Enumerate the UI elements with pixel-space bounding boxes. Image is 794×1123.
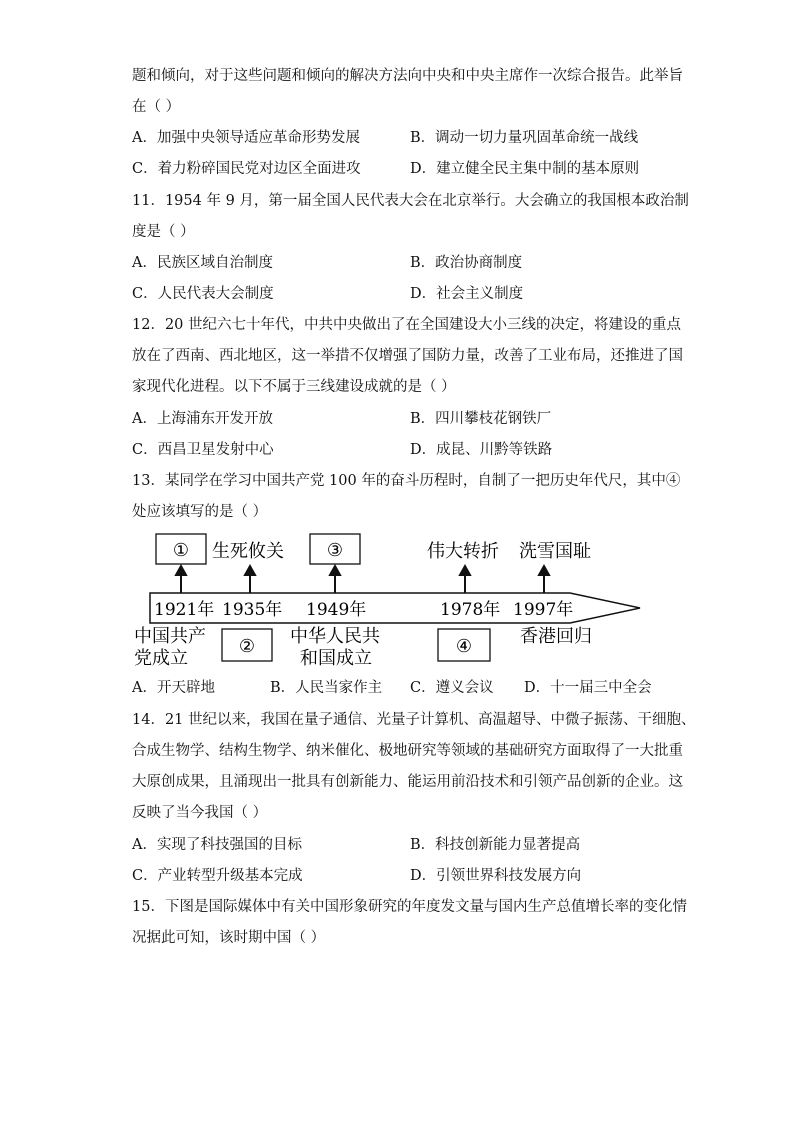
arrow-head-1949	[330, 566, 340, 575]
history-timeline	[132, 530, 652, 670]
q12-option-a[interactable]: A．上海浦东开发开放	[132, 411, 273, 427]
timeline-year-1978: 1978年	[440, 600, 501, 620]
q11-option-c[interactable]: C．人民代表大会制度	[132, 286, 274, 302]
label-great-turning: 伟大转折	[427, 541, 499, 562]
label-wash-shame: 洗雪国耻	[519, 541, 591, 562]
label-prc-founded-2: 和国成立	[300, 648, 372, 669]
label-cpc-founded-1: 中国共产	[134, 626, 206, 647]
q11-option-d[interactable]: D．社会主义制度	[410, 286, 524, 302]
q11-option-a[interactable]: A．民族区域自治制度	[132, 255, 273, 271]
q15-stem-line2: 况据此可知，该时期中国（ ）	[132, 930, 326, 946]
label-life-death: 生死攸关	[212, 541, 284, 562]
arrow-head-1978	[460, 566, 470, 575]
q12-option-c[interactable]: C．西昌卫星发射中心	[132, 442, 274, 458]
q13-stem-line1: 13．某同学在学习中国共产党 100 年的奋斗历程时，自制了一把历史年代尺，其中④	[132, 473, 681, 489]
q10-option-c[interactable]: C．着力粉碎国民党对边区全面进攻	[132, 161, 361, 177]
q11-stem-line1: 11．1954 年 9 月，第一届全国人民代表大会在北京举行。大会确立的我国根本政治制	[132, 193, 689, 209]
timeline-year-1949: 1949年	[306, 600, 367, 620]
arrow-head-1935	[245, 566, 255, 575]
arrow-head-1997	[539, 566, 549, 575]
q14-stem-line1: 14．21 世纪以来，我国在量子通信、光量子计算机、高温超导、中微子振荡、干细胞、	[132, 712, 696, 728]
q14-option-a[interactable]: A．实现了科技强国的目标	[132, 837, 302, 853]
q14-option-b[interactable]: B．科技创新能力显著提高	[410, 837, 581, 853]
q11-option-b[interactable]: B．政治协商制度	[410, 255, 523, 271]
q12-option-b[interactable]: B．四川攀枝花钢铁厂	[410, 411, 552, 427]
label-circle-3: ③	[326, 540, 344, 561]
arrow-head-1921	[176, 566, 186, 575]
label-prc-founded-1: 中华人民共	[290, 626, 380, 647]
q13-option-c[interactable]: C．遵义会议	[410, 680, 494, 696]
label-circle-1: ①	[172, 540, 190, 561]
q14-option-d[interactable]: D．引领世界科技发展方向	[410, 868, 582, 884]
q11-stem-line2: 度是（ ）	[132, 224, 195, 240]
q14-stem-line4: 反映了当今我国（ ）	[132, 805, 268, 821]
q15-stem-line1: 15．下图是国际媒体中有关中国形象研究的年度发文量与国内生产总值增长率的变化情	[132, 899, 687, 915]
label-circle-4: ④	[455, 636, 473, 657]
q13-stem-line2: 处应该填写的是（ ）	[132, 504, 268, 520]
label-cpc-founded-2: 党成立	[134, 648, 188, 669]
q14-stem-line3: 大原创成果，且涌现出一批具有创新能力、能运用前沿技术和引领产品创新的企业。这	[132, 774, 683, 790]
q10-option-b[interactable]: B．调动一切力量巩固革命统一战线	[410, 130, 639, 146]
q10-stem-line2: 在（ ）	[132, 99, 181, 115]
timeline-year-1921: 1921年	[154, 600, 215, 620]
label-circle-2: ②	[238, 636, 256, 657]
q10-stem-line1: 题和倾向，对于这些问题和倾向的解决方法向中央和中央主席作一次综合报告。此举旨	[132, 68, 683, 84]
q14-option-c[interactable]: C．产业转型升级基本完成	[132, 868, 303, 884]
q10-option-d[interactable]: D．建立健全民主集中制的基本原则	[410, 161, 640, 177]
q13-option-d[interactable]: D．十一届三中全会	[524, 680, 652, 696]
q13-option-b[interactable]: B．人民当家作主	[270, 680, 383, 696]
label-hk-return: 香港回归	[520, 626, 592, 647]
timeline-year-1935: 1935年	[222, 600, 283, 620]
q14-stem-line2: 合成生物学、结构生物学、纳米催化、极地研究等领域的基础研究方面取得了一大批重	[132, 743, 683, 759]
q12-stem-line1: 12．20 世纪六七十年代，中共中央做出了在全国建设大小三线的决定，将建设的重点	[132, 317, 682, 333]
q13-option-a[interactable]: A．开天辟地	[132, 680, 215, 696]
q10-option-a[interactable]: A．加强中央领导适应革命形势发展	[132, 130, 360, 146]
q12-stem-line2: 放在了西南、西北地区，这一举措不仅增强了国防力量，改善了工业布局，还推进了国	[132, 348, 683, 364]
timeline-year-1997: 1997年	[513, 600, 574, 620]
q12-stem-line3: 家现代化进程。以下不属于三线建设成就的是（ ）	[132, 379, 456, 395]
q12-option-d[interactable]: D．成昆、川黔等铁路	[410, 442, 553, 458]
